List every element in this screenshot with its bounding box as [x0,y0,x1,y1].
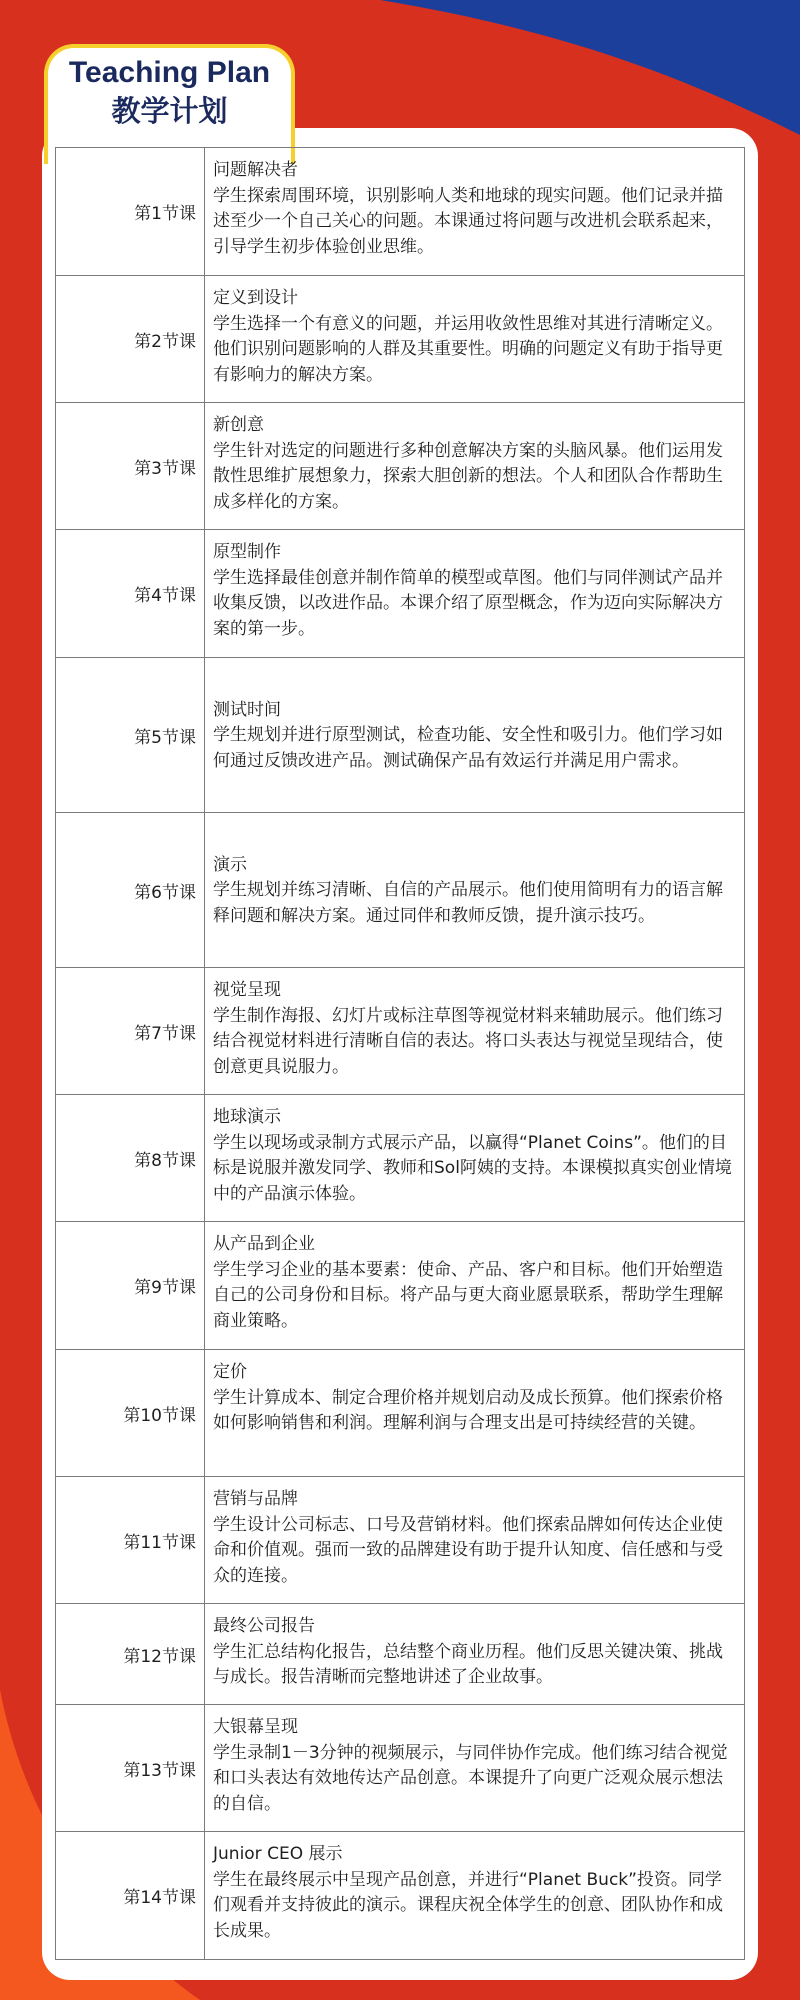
lesson-label: 第10节课 [56,1350,205,1477]
lesson-content [205,1095,745,1222]
lesson-title: 原型制作 [213,542,281,562]
lesson-title: 视觉呈现 [213,980,281,1000]
lesson-description: 学生在最终展示中呈现产品创意，并进行“Planet Buck”投资。同学们观看并支持彼此的演示。课程庆祝全体学生的创意、团队协作和成长成果。 [213,1869,723,1941]
lesson-content [205,1705,745,1832]
table-row [56,148,745,276]
lesson-label: 第4节课 [56,530,205,658]
table-row [56,1222,745,1350]
title-english: Teaching Plan [68,56,271,89]
lesson-content [205,1604,745,1705]
lesson-content [205,403,745,530]
lesson-description: 学生针对选定的问题进行多种创意解决方案的头脑风暴。他们运用发散性思维扩展想象力，探索大胆创新的想法。个人和团队合作帮助生成多样化的方案。 [213,440,723,512]
lesson-description: 学生设计公司标志、口号及营销材料。他们探索品牌如何传达企业使命和价值观。强而一致的品牌建设有助于提升认知度、信任感和与受众的连接。 [213,1514,723,1586]
title-chinese: 教学计划 [111,94,228,128]
lesson-description: 学生以现场或录制方式展示产品，以赢得“Planet Coins”。他们的目标是说服并激发同学、教师和Sol阿姨的支持。本课模拟真实创业情境中的产品演示体验。 [213,1132,732,1204]
lesson-description: 学生规划并进行原型测试，检查功能、安全性和吸引力。他们学习如何通过反馈改进产品。测试确保产品有效运行并满足用户需求。 [213,725,723,771]
lesson-table [55,147,745,1960]
lesson-title: Junior CEO 展示 [213,1844,343,1864]
table-row [56,658,745,813]
lesson-label: 第14节课 [56,1832,205,1960]
table-row [56,276,745,403]
lesson-content [205,968,745,1095]
table-row [56,1604,745,1705]
table-row [56,1832,745,1960]
lesson-content [205,813,745,968]
lesson-description: 学生制作海报、幻灯片或标注草图等视觉材料来辅助展示。他们练习结合视觉材料进行清晰自信的表达。将口头表达与视觉呈现结合，使创意更具说服力。 [213,1005,723,1077]
table-row [56,968,745,1095]
lesson-title: 定价 [213,1362,247,1382]
lesson-label: 第2节课 [56,276,205,403]
table-row [56,813,745,968]
lesson-label: 第3节课 [56,403,205,530]
lesson-description: 学生学习企业的基本要素：使命、产品、客户和目标。他们开始塑造自己的公司身份和目标。将产品与更大商业愿景联系，帮助学生理解商业策略。 [213,1259,723,1331]
lesson-label: 第7节课 [56,968,205,1095]
lesson-description: 学生录制1－3分钟的视频展示，与同伴协作完成。他们练习结合视觉和口头表达有效地传达产品创意。本课提升了向更广泛观众展示想法的自信。 [213,1742,728,1814]
lesson-content [205,276,745,403]
table-row [56,1705,745,1832]
lesson-content [205,658,745,813]
lesson-title: 营销与品牌 [213,1489,298,1509]
table-row [56,1350,745,1477]
lesson-description: 学生选择最佳创意并制作简单的模型或草图。他们与同伴测试产品并收集反馈，以改进作品。本课介绍了原型概念，作为迈向实际解决方案的第一步。 [213,567,723,639]
table-row [56,1095,745,1222]
lesson-label: 第13节课 [56,1705,205,1832]
lesson-label: 第9节课 [56,1222,205,1350]
table-row [56,1477,745,1604]
lesson-description: 学生规划并练习清晰、自信的产品展示。他们使用简明有力的语言解释问题和解决方案。通过同伴和教师反馈，提升演示技巧。 [213,880,723,926]
lesson-description: 学生选择一个有意义的问题，并运用收敛性思维对其进行清晰定义。他们识别问题影响的人群及其重要性。明确的问题定义有助于指导更有影响力的解决方案。 [213,313,723,385]
lesson-content [205,1350,745,1477]
lesson-content [205,148,745,276]
lesson-title: 从产品到企业 [213,1234,315,1254]
lesson-title: 问题解决者 [213,160,298,180]
lesson-title: 地球演示 [213,1107,281,1127]
lesson-label: 第6节课 [56,813,205,968]
lesson-title: 新创意 [213,415,264,435]
lesson-title: 大银幕呈现 [213,1717,298,1737]
lesson-content [205,1477,745,1604]
lesson-content [205,530,745,658]
lesson-description: 学生探索周围环境，识别影响人类和地球的现实问题。他们记录并描述至少一个自己关心的问题。本课通过将问题与改进机会联系起来，引导学生初步体验创业思维。 [213,185,723,257]
lesson-label: 第1节课 [56,148,205,276]
lesson-title: 定义到设计 [213,288,298,308]
lesson-label: 第5节课 [56,658,205,813]
header-tab [44,44,295,164]
table-row [56,530,745,658]
lesson-title: 最终公司报告 [213,1616,315,1636]
lesson-label: 第12节课 [56,1604,205,1705]
lesson-label: 第8节课 [56,1095,205,1222]
lesson-description: 学生计算成本、制定合理价格并规划启动及成长预算。他们探索价格如何影响销售和利润。理解利润与合理支出是可持续经营的关键。 [213,1387,723,1433]
lesson-title: 测试时间 [213,699,281,720]
lesson-content [205,1832,745,1960]
lesson-label: 第11节课 [56,1477,205,1604]
lesson-title: 演示 [213,854,247,875]
lesson-content [205,1222,745,1350]
lesson-description: 学生汇总结构化报告，总结整个商业历程。他们反思关键决策、挑战与成长。报告清晰而完整地讲述了企业故事。 [213,1641,723,1687]
table-row [56,403,745,530]
